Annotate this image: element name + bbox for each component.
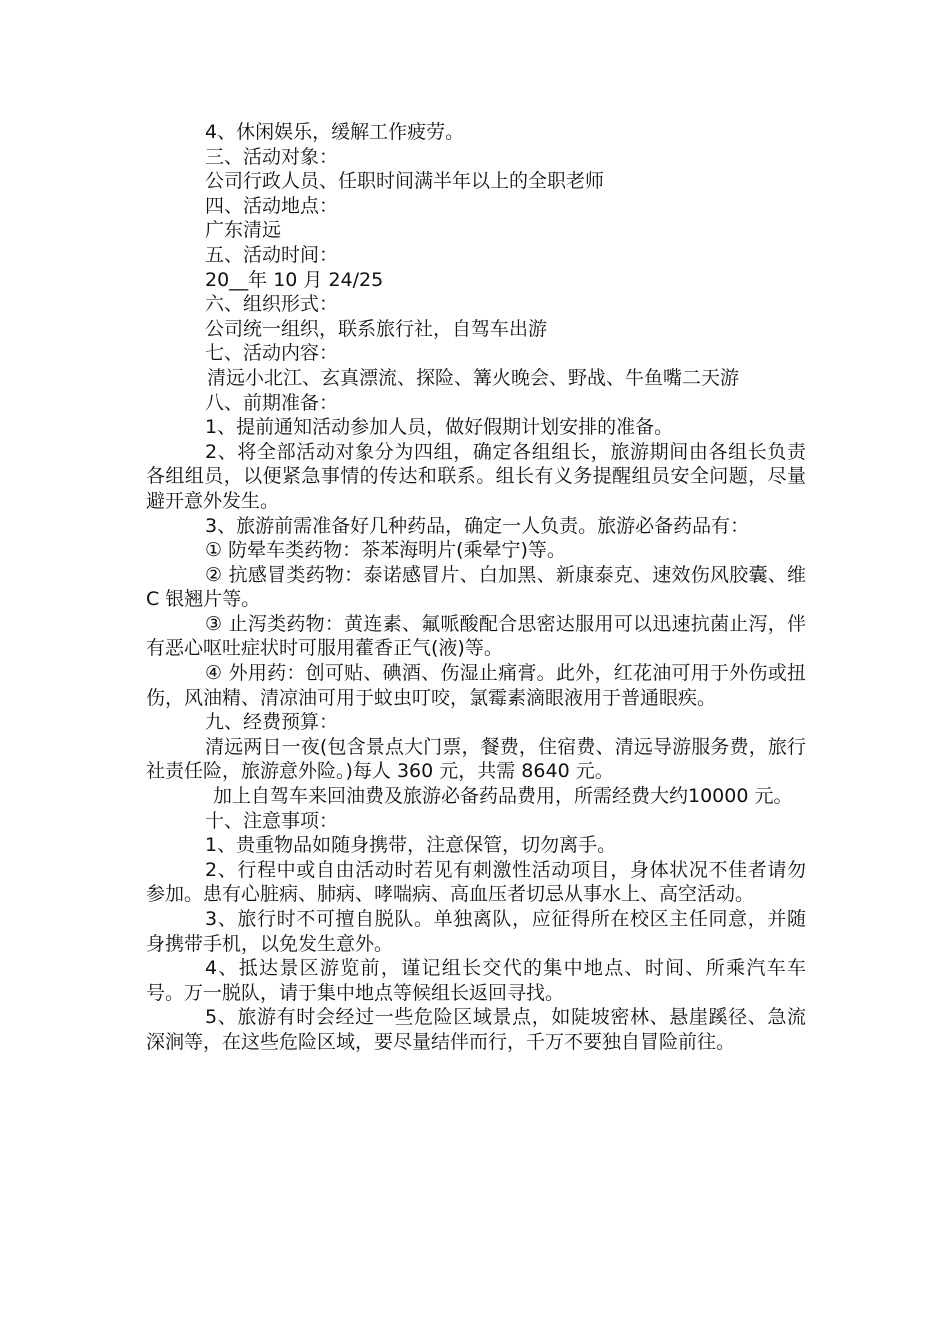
paragraph: 九、经费预算： [205, 711, 339, 734]
paragraph: 清远小北江、玄真漂流、探险、篝火晚会、野战、牛鱼嘴二天游 [207, 366, 740, 389]
paragraph: 4、抵达景区游览前，谨记组长交代的集中地点、时间、所乘汽车车号。万一脱队，请于集中地点等候组长返回寻找。 [146, 957, 806, 1004]
paragraph: ① 防晕车类药物：茶苯海明片(乘晕宁)等。 [205, 539, 566, 562]
paragraph: 4、休闲娱乐，缓解工作疲劳。 [205, 121, 465, 143]
paragraph: 1、提前通知活动参加人员，做好假期计划安排的准备。 [205, 416, 674, 439]
paragraph: 四、活动地点： [205, 194, 339, 217]
paragraph: 加上自驾车来回油费及旅游必备药品费用，所需经费大约10000 元。 [213, 785, 793, 808]
paragraph: 5、旅游有时会经过一些危险区域景点，如陡坡密林、悬崖蹊径、急流深涧等，在这些危险区域，要尽量结伴而行，千万不要独自冒险前往。 [146, 1006, 806, 1053]
paragraph: 六、组织形式： [205, 293, 339, 316]
paragraph: 三、活动对象： [205, 145, 339, 168]
paragraph: 广东清远 [205, 219, 282, 242]
paragraph: ③ 止泻类药物：黄连素、氟哌酸配合思密达服用可以迅速抗菌止泻，伴有恶心呕吐症状时可服用藿香正气(液)等。 [146, 612, 806, 660]
paragraph: 1、贵重物品如随身携带，注意保管，切勿离手。 [205, 834, 617, 857]
paragraph: 2、行程中或自由活动时若见有刺激性活动项目，身体状况不佳者请勿参加。患有心脏病、肺病、哮喘病、高血压者切忌从事水上、高空活动。 [146, 858, 806, 906]
paragraph: ② 抗感冒类药物：泰诺感冒片、白加黑、新康泰克、速效伤风胶囊、维 C 银翘片等。 [146, 563, 806, 611]
paragraph: 清远两日一夜(包含景点大门票，餐费，住宿费、清远导游服务费，旅行社责任险，旅游意外险。)每人 360 元，共需 8640 元。 [146, 735, 806, 783]
document-body [146, 120, 806, 1055]
paragraph: 八、前期准备： [205, 391, 339, 414]
paragraph: ④ 外用药：创可贴、碘酒、伤湿止痛膏。此外，红花油可用于外伤或扭伤，风油精、清凉油可用于蚊虫叮咬，氯霉素滴眼液用于普通眼疾。 [146, 662, 806, 709]
paragraph: 20__年 10 月 24/25 [205, 268, 384, 291]
paragraph: 五、活动时间： [205, 243, 339, 266]
paragraph: 3、旅行时不可擅自脱队。单独离队，应征得所在校区主任同意，并随身携带手机，以免发生意外。 [146, 908, 806, 955]
paragraph: 十、注意事项： [205, 809, 339, 832]
paragraph: 3、旅游前需准备好几种药品，确定一人负责。旅游必备药品有： [205, 514, 750, 537]
paragraph: 公司行政人员、任职时间满半年以上的全职老师 [205, 170, 605, 193]
paragraph: 七、活动内容： [205, 342, 339, 365]
paragraph: 公司统一组织，联系旅行社，自驾车出游 [205, 317, 548, 340]
paragraph: 2、将全部活动对象分为四组，确定各组组长，旅游期间由各组长负责各组组员，以便紧急事情的传达和联系。组长有义务提醒组员安全问题，尽量避开意外发生。 [146, 440, 806, 512]
